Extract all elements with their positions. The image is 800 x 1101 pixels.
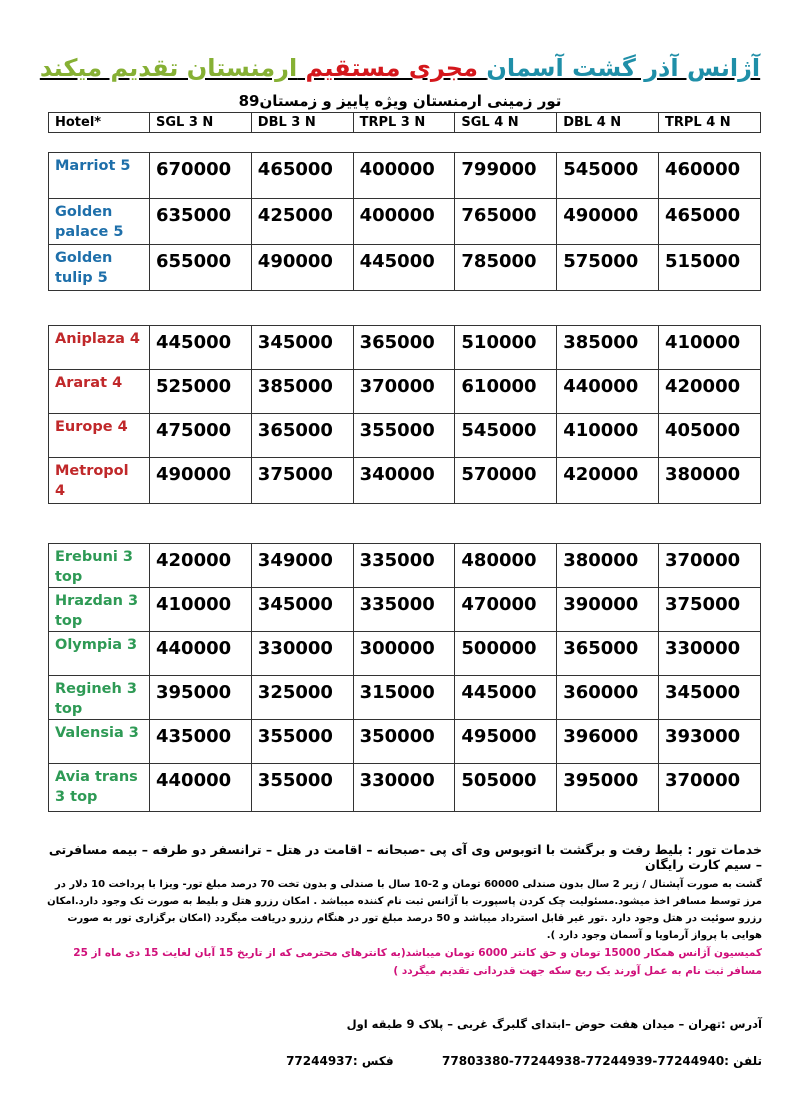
price-cell: 400000 (353, 199, 455, 245)
price-cell: 355000 (251, 764, 353, 812)
price-cell: 345000 (251, 326, 353, 370)
table-row (49, 414, 761, 458)
price-cell: 375000 (251, 458, 353, 504)
column-header: TRPL 3 N (353, 113, 455, 133)
column-header-row (49, 113, 761, 133)
hotel-name: Olympia 3 (49, 632, 150, 676)
phone-numbers: تلفن :77244940-77244939-77244938-77803380 (442, 1054, 762, 1068)
commission-note: کمیسیون آژانس همکار 15000 تومان و حق کانتر 6000 تومان میباشد(به کانترهای محترمی که از تاریخ 15 آبان لغایت 15 دی ماه از 25 مسافر ثبت نام به عمل آورند یک ربع سکه جهت قدردانی تقدیم میگردد ) (73, 947, 762, 977)
price-cell: 545000 (455, 414, 557, 458)
page-subtitle: تور زمینی ارمنستان ویژه پاییز و زمستان89 (238, 92, 562, 110)
table-row (49, 326, 761, 370)
price-cell: 465000 (251, 153, 353, 199)
price-cell: 395000 (150, 676, 252, 720)
table-row (49, 676, 761, 720)
price-cell: 440000 (150, 764, 252, 812)
price-cell: 360000 (557, 676, 659, 720)
price-cell: 610000 (455, 370, 557, 414)
column-header: DBL 3 N (251, 113, 353, 133)
column-header: Hotel* (49, 113, 150, 133)
price-cell: 349000 (251, 544, 353, 588)
address-line: آدرس :تهران – میدان هفت حوض –ابتدای گلبرگ غربی – پلاک 9 طبقه اول (346, 1017, 762, 1031)
fax-number: فکس :77244937 (286, 1054, 394, 1068)
price-cell: 365000 (251, 414, 353, 458)
price-cell: 385000 (557, 326, 659, 370)
price-cell: 635000 (150, 199, 252, 245)
price-cell: 440000 (150, 632, 252, 676)
price-cell: 435000 (150, 720, 252, 764)
price-cell: 470000 (455, 588, 557, 632)
hotel-name: Ararat 4 (49, 370, 150, 414)
price-cell: 355000 (353, 414, 455, 458)
price-cell: 410000 (658, 326, 760, 370)
contact-line (40, 1054, 762, 1068)
price-cell: 510000 (455, 326, 557, 370)
column-header: DBL 4 N (557, 113, 659, 133)
price-cell: 370000 (658, 544, 760, 588)
price-cell: 355000 (251, 720, 353, 764)
price-cell: 480000 (455, 544, 557, 588)
price-cell: 490000 (150, 458, 252, 504)
hotel-name: Metropol 4 (49, 458, 150, 504)
table-row (49, 764, 761, 812)
price-cell: 395000 (557, 764, 659, 812)
price-cell: 420000 (150, 544, 252, 588)
price-cell: 405000 (658, 414, 760, 458)
hotel-name: Aniplaza 4 (49, 326, 150, 370)
price-cell: 335000 (353, 588, 455, 632)
price-cell: 370000 (353, 370, 455, 414)
price-cell: 335000 (353, 544, 455, 588)
hotel-group-3star (48, 543, 761, 812)
hotel-name: Avia trans 3 top (49, 764, 150, 812)
price-cell: 365000 (557, 632, 659, 676)
hotel-name: Golden tulip 5 (49, 245, 150, 291)
price-cell: 785000 (455, 245, 557, 291)
price-cell: 315000 (353, 676, 455, 720)
price-cell: 445000 (353, 245, 455, 291)
price-cell: 465000 (658, 199, 760, 245)
price-cell: 799000 (455, 153, 557, 199)
table-row (49, 720, 761, 764)
hotel-name: Golden palace 5 (49, 199, 150, 245)
price-cell: 445000 (150, 326, 252, 370)
price-cell: 330000 (251, 632, 353, 676)
table-row (49, 153, 761, 199)
table-row (49, 245, 761, 291)
price-cell: 410000 (150, 588, 252, 632)
title-part-armenia: ارمنستان تقدیم میکند (39, 54, 298, 82)
table-row (49, 588, 761, 632)
column-header: SGL 4 N (455, 113, 557, 133)
price-cell: 670000 (150, 153, 252, 199)
price-cell: 393000 (658, 720, 760, 764)
price-cell: 365000 (353, 326, 455, 370)
hotel-name: Hrazdan 3 top (49, 588, 150, 632)
price-cell: 490000 (557, 199, 659, 245)
hotel-name: Regineh 3 top (49, 676, 150, 720)
price-cell: 525000 (150, 370, 252, 414)
price-cell: 445000 (455, 676, 557, 720)
hotel-group-5star (48, 152, 761, 291)
price-cell: 515000 (658, 245, 760, 291)
hotel-name: Europe 4 (49, 414, 150, 458)
price-cell: 370000 (658, 764, 760, 812)
price-cell: 475000 (150, 414, 252, 458)
column-header-table (48, 112, 761, 133)
price-cell: 545000 (557, 153, 659, 199)
price-cell: 425000 (251, 199, 353, 245)
price-cell: 325000 (251, 676, 353, 720)
title-part-agency: آژانس آذر گشت آسمان (486, 54, 761, 82)
table-row (49, 544, 761, 588)
hotel-name: Valensia 3 (49, 720, 150, 764)
price-cell: 420000 (658, 370, 760, 414)
price-cell: 380000 (658, 458, 760, 504)
price-cell: 330000 (658, 632, 760, 676)
price-cell: 380000 (557, 544, 659, 588)
price-cell: 330000 (353, 764, 455, 812)
price-cell: 440000 (557, 370, 659, 414)
price-cell: 410000 (557, 414, 659, 458)
price-cell: 765000 (455, 199, 557, 245)
page-title (0, 54, 800, 82)
price-cell: 375000 (658, 588, 760, 632)
price-cell: 385000 (251, 370, 353, 414)
price-cell: 350000 (353, 720, 455, 764)
price-cell: 490000 (251, 245, 353, 291)
price-cell: 420000 (557, 458, 659, 504)
price-cell: 570000 (455, 458, 557, 504)
table-row (49, 199, 761, 245)
title-part-direct: مجری مستقیم (297, 54, 487, 82)
price-cell: 460000 (658, 153, 760, 199)
price-cell: 300000 (353, 632, 455, 676)
hotel-group-4star (48, 325, 761, 504)
price-cell: 345000 (251, 588, 353, 632)
hotel-name: Marriot 5 (49, 153, 150, 199)
column-header: SGL 3 N (150, 113, 252, 133)
hotel-name: Erebuni 3 top (49, 544, 150, 588)
table-row (49, 632, 761, 676)
price-cell: 340000 (353, 458, 455, 504)
tour-terms-note: گشت به صورت آپشنال / زیر 2 سال بدون صندلی 60000 تومان و 2-10 سال با صندلی و بدون تخت 70 درصد مبلغ تور- ویزا با پرداخت 10 دلار در مرز توسط مسافر اخذ میشود.مسئولیت چک کردن پاسپورت با آژانس ثبت نام کننده میباشد . امکان رزرو هتل و بلیط به صورت تک وجود دارد.امکان رزرو سوئیت در هتل وجود دارد .تور غیر قابل استرداد میباشد و 50 درصد مبلغ تور در هنگام رزرو دریافت میگردد (امکان برگزاری تور به صورت هوایی با پرواز آرماویا و آسمان وجود دارد ). (47, 879, 762, 941)
price-cell: 495000 (455, 720, 557, 764)
table-row (49, 458, 761, 504)
price-cell: 505000 (455, 764, 557, 812)
price-cell: 400000 (353, 153, 455, 199)
table-row (49, 370, 761, 414)
price-cell: 655000 (150, 245, 252, 291)
price-cell: 345000 (658, 676, 760, 720)
column-header: TRPL 4 N (658, 113, 760, 133)
price-cell: 575000 (557, 245, 659, 291)
price-cell: 396000 (557, 720, 659, 764)
price-cell: 500000 (455, 632, 557, 676)
price-cell: 390000 (557, 588, 659, 632)
tour-services-note: خدمات تور : بلیط رفت و برگشت با اتوبوس وی آی پی -صبحانه – اقامت در هتل – ترانسفر دو طرفه – بیمه مسافرتی – سیم کارت رایگان (48, 842, 762, 872)
